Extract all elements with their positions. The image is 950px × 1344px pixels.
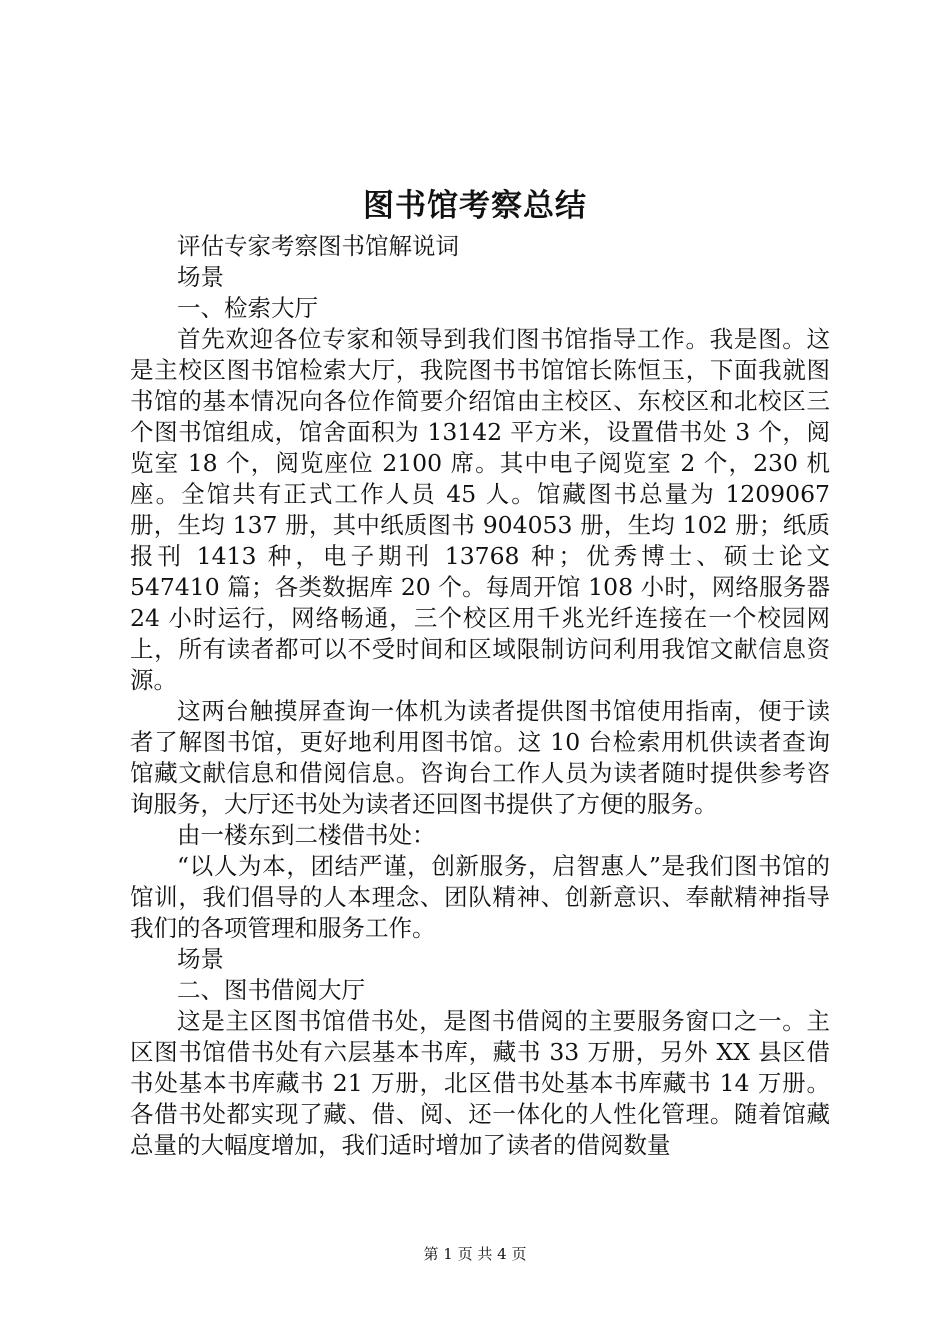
page-footer: 第 1 页 共 4 页 [423,1245,527,1263]
section-heading-search-hall: 一、检索大厅 [177,294,318,322]
paragraph-route-note: 由一楼东到二楼借书处： [177,821,436,849]
paragraph-scene-label: 场景 [177,263,224,291]
paragraph-touchscreen-kiosks: 这两台触摸屏查询一体机为读者提供图书馆使用指南，便于读者了解图书馆，更好地利用图书馆。这 10 台检索用机供读者查询馆藏文献信息和借阅信息。咨询台工作人员为读者随时提供参考咨询服务，大厅还书处为读者还回图书提供了方便的服务。 [130,697,830,818]
section-heading-lending-hall: 二、图书借阅大厅 [177,976,365,1004]
paragraph-library-overview: 首先欢迎各位专家和领导到我们图书馆指导工作。我是图。这是主校区图书馆检索大厅，我院图书书馆馆长陈恒玉，下面我就图书馆的基本情况向各位作简要介绍馆由主校区、东校区和北校区三个图书馆组成，馆舍面积为 13142 平方米，设置借书处 3 个，阅览室 18 个，阅览座位 2100 席。其中电子阅览室 2 个，230 机座。全馆共有正式工作人员 45 人。馆藏图书总量为 1209067 册，生均 137 册，其中纸质图书 904053 册，生均 102 册；纸质报刊 1413 种，电子期刊 13768 种；优秀博士、硕士论文 547410 篇；各类数据库 20 个。每周开馆 108 小时，网络服务器 24 小时运行，网络畅通，三个校区用千兆光纤连接在一个校园网上，所有读者都可以不受时间和区域限制访问利用我馆文献信息资源。 [130,325,830,694]
page-title: 图书馆考察总结 [363,188,587,224]
document-body [130,231,830,1161]
paragraph-library-motto: “以人为本，团结严谨，创新服务，启智惠人”是我们图书馆的馆训，我们倡导的人本理念、团队精神、创新意识、奉献精神指导我们的各项管理和服务工作。 [130,852,830,942]
paragraph-subtitle: 评估专家考察图书馆解说词 [177,232,459,260]
paragraph-scene-label-2: 场景 [177,945,224,973]
paragraph-lending-desk: 这是主区图书馆借书处，是图书借阅的主要服务窗口之一。主区图书馆借书处有六层基本书库，藏书 33 万册，另外 XX 县区借书处基本书库藏书 21 万册，北区借书处基本书库藏书 14 万册。各借书处都实现了藏、借、阅、还一体化的人性化管理。随着馆藏总量的大幅度增加，我们适时增加了读者的借阅数量 [130,1007,830,1159]
